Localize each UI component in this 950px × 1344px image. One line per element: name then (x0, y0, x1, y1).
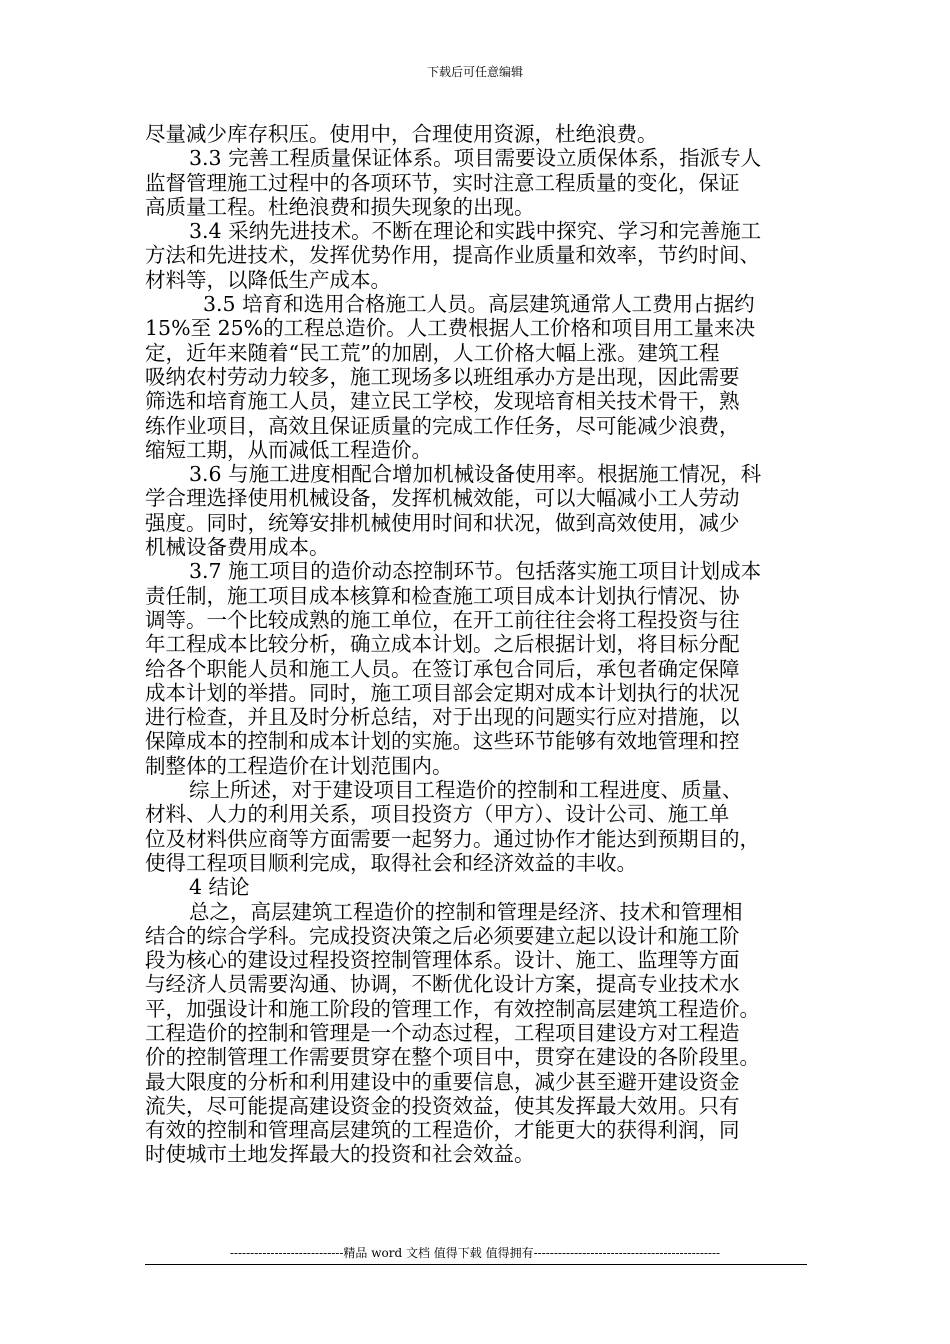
page-footer: ----------------------------精品 word 文档 值得下载 值得拥有---------------------------------------------- (229, 1246, 721, 1260)
text-line: 学合理选择使用机械设备，发挥机械效能，可以大幅减小工人劳动 (145, 486, 740, 511)
text-line: 责任制，施工项目成本核算和检查施工项目成本计划执行情况、协 (145, 583, 740, 608)
text-line: 综上所述，对于建设项目工程造价的控制和工程进度、质量、 (189, 778, 743, 803)
text-line: 保障成本的控制和成本计划的实施。这些环节能够有效地管理和控 (145, 729, 740, 754)
document-body (145, 122, 815, 1167)
text-line: 15%至 25%的工程总造价。人工费根据人工价格和项目用工量来决 (145, 316, 756, 341)
text-line: 总之，高层建筑工程造价的控制和管理是经济、技术和管理相 (189, 899, 743, 924)
text-line: 位及材料供应商等方面需要一起努力。通过协作才能达到预期目的， (145, 826, 760, 851)
text-line: 高质量工程。杜绝浪费和损失现象的出现。 (145, 194, 535, 219)
text-line: 与经济人员需要沟通、协调，不断优化设计方案，提高专业技术水 (145, 972, 740, 997)
text-line: 监督管理施工过程中的各项环节，实时注意工程质量的变化，保证 (145, 170, 740, 195)
text-line: 最大限度的分析和利用建设中的重要信息，减少甚至避开建设资金 (145, 1069, 740, 1094)
text-line: 段为核心的建设过程投资控制管理体系。设计、施工、监理等方面 (145, 948, 740, 973)
text-line: 时使城市土地发挥最大的投资和社会效益。 (145, 1142, 535, 1167)
text-line: 练作业项目，高效且保证质量的完成工作任务，尽可能减少浪费， (145, 413, 740, 438)
text-line: 制整体的工程造价在计划范围内。 (145, 753, 453, 778)
text-line: 筛选和培育施工人员，建立民工学校，发现培育相关技术骨干，熟 (145, 389, 740, 414)
text-line: 3.7 施工项目的造价动态控制环节。包括落实施工项目计划成本 (189, 559, 762, 584)
text-line: 强度。同时，统筹安排机械使用时间和状况，做到高效使用，减少 (145, 510, 740, 535)
text-line: 材料等，以降低生产成本。 (145, 267, 391, 292)
text-line: 吸纳农村劳动力较多，施工现场多以班组承办方是出现，因此需要 (145, 364, 740, 389)
text-line: 机械设备费用成本。 (145, 535, 330, 560)
text-line: 使得工程项目顺利完成，取得社会和经济效益的丰收。 (145, 850, 637, 875)
text-line: 平，加强设计和施工阶段的管理工作，有效控制高层建筑工程造价。 (145, 996, 760, 1021)
section-heading: 4 结论 (189, 875, 250, 900)
text-line: 年工程成本比较分析，确立成本计划。之后根据计划，将目标分配 (145, 632, 740, 657)
text-line: 3.6 与施工进度相配合增加机械设备使用率。根据施工情况，科 (189, 462, 762, 487)
text-line: 调等。一个比较成熟的施工单位，在开工前往往会将工程投资与往 (145, 607, 740, 632)
text-line: 成本计划的举措。同时，施工项目部会定期对成本计划执行的状况 (145, 680, 740, 705)
text-line: 3.4 采纳先进技术。不断在理论和实践中探究、学习和完善施工 (189, 219, 762, 244)
text-line: 有效的控制和管理高层建筑的工程造价，才能更大的获得利润，同 (145, 1118, 740, 1143)
text-line: 尽量减少库存积压。使用中，合理使用资源，杜绝浪费。 (145, 122, 658, 146)
footer-divider (145, 1264, 807, 1265)
text-line: 流失，尽可能提高建设资金的投资效益，使其发挥最大效用。只有 (145, 1093, 740, 1118)
page-header: 下载后可任意编辑 (426, 65, 523, 79)
text-line: 进行检查，并且及时分析总结，对于出现的问题实行应对措施，以 (145, 705, 740, 730)
text-line: 3.5 培育和选用合格施工人员。高层建筑通常人工费用占据约 (203, 292, 755, 317)
text-line: 材料、人力的利用关系，项目投资方（甲方）、设计公司、施工单 (145, 802, 730, 827)
text-line: 方法和先进技术，发挥优势作用，提高作业质量和效率，节约时间、 (145, 243, 760, 268)
text-line: 定，近年来随着“民工荒”的加剧，人工价格大幅上涨。建筑工程 (145, 340, 720, 365)
text-line: 给各个职能人员和施工人员。在签订承包合同后，承包者确定保障 (145, 656, 740, 681)
text-line: 结合的综合学科。完成投资决策之后必须要建立起以设计和施工阶 (145, 923, 740, 948)
text-line: 缩短工期，从而减低工程造价。 (145, 437, 432, 462)
text-line: 价的控制管理工作需要贯穿在整个项目中，贯穿在建设的各阶段里。 (145, 1045, 760, 1070)
text-line: 工程造价的控制和管理是一个动态过程，工程项目建设方对工程造 (145, 1020, 740, 1045)
text-line: 3.3 完善工程质量保证体系。项目需要设立质保体系，指派专人 (189, 146, 762, 171)
